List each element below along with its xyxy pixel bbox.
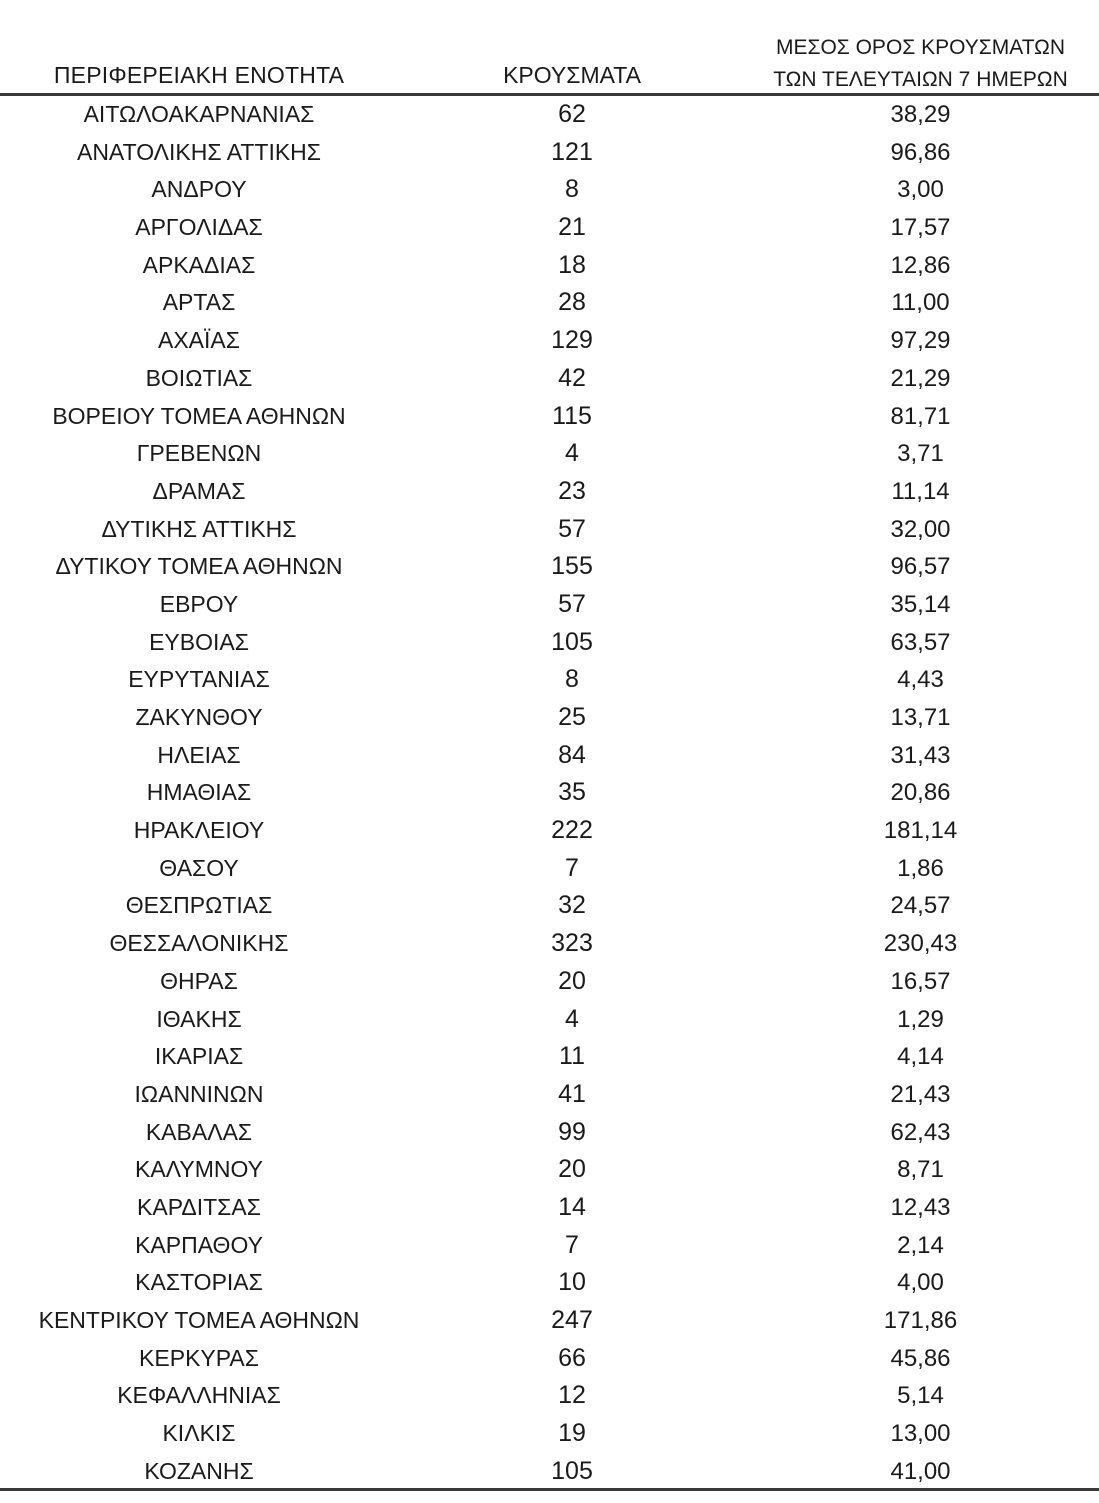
region-cell: ΒΟΡΕΙΟΥ ΤΟΜΕΑ ΑΘΗΝΩΝ bbox=[52, 402, 346, 429]
table-row bbox=[0, 511, 1099, 549]
region-cell: ΚΕΡΚΥΡΑΣ bbox=[139, 1344, 259, 1371]
region-cell: ΖΑΚΥΝΘΟΥ bbox=[135, 704, 263, 730]
region-cell: ΙΩΑΝΝΙΝΩΝ bbox=[134, 1080, 264, 1107]
cases-cell: 129 bbox=[551, 326, 593, 355]
table-row bbox=[0, 812, 1099, 850]
cases-cell: 28 bbox=[558, 288, 586, 317]
table-row bbox=[0, 1453, 1099, 1491]
average-cell: 96,57 bbox=[890, 553, 951, 581]
cases-cell: 66 bbox=[558, 1343, 586, 1372]
table-row bbox=[0, 586, 1099, 624]
average-cell: 96,86 bbox=[890, 138, 951, 166]
average-cell: 4,43 bbox=[897, 666, 944, 694]
region-cell: ΑΡΓΟΛΙΔΑΣ bbox=[135, 214, 263, 241]
average-cell: 4,00 bbox=[897, 1269, 944, 1297]
table-row bbox=[0, 737, 1099, 775]
cases-cell: 57 bbox=[558, 514, 586, 543]
average-cell: 11,00 bbox=[891, 289, 950, 317]
table-row bbox=[0, 1001, 1099, 1039]
average-cell: 32,00 bbox=[890, 515, 951, 543]
table-row bbox=[0, 134, 1099, 172]
average-cell: 31,43 bbox=[890, 741, 951, 769]
cases-cell: 222 bbox=[551, 816, 593, 845]
region-cell: ΙΚΑΡΙΑΣ bbox=[154, 1043, 244, 1070]
region-cell: ΑΝΑΤΟΛΙΚΗΣ ΑΤΤΙΚΗΣ bbox=[76, 138, 322, 165]
average-cell: 63,57 bbox=[890, 628, 951, 656]
cases-cell: 105 bbox=[551, 1456, 593, 1485]
region-cell: ΘΗΡΑΣ bbox=[160, 967, 238, 994]
cases-cell: 7 bbox=[565, 853, 579, 882]
average-cell: 171,86 bbox=[883, 1307, 958, 1334]
region-cell: ΚΕΝΤΡΙΚΟΥ ΤΟΜΕΑ ΑΘΗΝΩΝ bbox=[38, 1307, 360, 1333]
region-cell: ΑΝΔΡΟΥ bbox=[151, 176, 247, 203]
table-row bbox=[0, 1189, 1099, 1227]
average-cell: 4,14 bbox=[897, 1043, 944, 1071]
average-cell: 12,86 bbox=[890, 251, 951, 279]
average-cell: 81,71 bbox=[890, 402, 951, 430]
region-cell: ΒΟΙΩΤΙΑΣ bbox=[145, 364, 253, 391]
table-row bbox=[0, 774, 1099, 812]
average-cell: 13,71 bbox=[890, 704, 951, 731]
average-cell: 3,71 bbox=[897, 440, 944, 468]
table-row bbox=[0, 1415, 1099, 1453]
cases-cell: 84 bbox=[558, 740, 586, 769]
average-cell: 16,57 bbox=[890, 967, 951, 995]
region-cell: ΙΘΑΚΗΣ bbox=[156, 1005, 242, 1032]
cases-cell: 20 bbox=[558, 966, 586, 995]
average-cell: 230,43 bbox=[883, 930, 958, 958]
cases-cell: 4 bbox=[565, 439, 579, 468]
region-cell: ΗΜΑΘΙΑΣ bbox=[146, 779, 252, 806]
cases-cell: 99 bbox=[558, 1117, 586, 1146]
table-row bbox=[0, 1227, 1099, 1265]
cases-cell: 155 bbox=[551, 552, 593, 581]
region-cell: ΚΑΡΔΙΤΣΑΣ bbox=[137, 1193, 261, 1220]
region-cell: ΔΥΤΙΚΟΥ ΤΟΜΕΑ ΑΘΗΝΩΝ bbox=[55, 553, 343, 580]
cases-cell: 12 bbox=[558, 1381, 586, 1410]
table-row bbox=[0, 360, 1099, 398]
cases-cell: 21 bbox=[558, 213, 586, 242]
region-cell: ΕΒΡΟΥ bbox=[159, 590, 239, 617]
cases-cell: 35 bbox=[558, 778, 586, 807]
table-row bbox=[0, 247, 1099, 285]
table-row bbox=[0, 925, 1099, 963]
cases-cell: 41 bbox=[558, 1079, 586, 1108]
table-row bbox=[0, 850, 1099, 888]
region-cell: ΔΡΑΜΑΣ bbox=[152, 477, 246, 504]
table-row bbox=[0, 96, 1099, 134]
region-cell: ΚΑΣΤΟΡΙΑΣ bbox=[135, 1269, 263, 1296]
table-row bbox=[0, 963, 1099, 1001]
average-cell: 181,14 bbox=[883, 817, 958, 845]
cases-cell: 14 bbox=[558, 1192, 586, 1221]
region-cell: ΚΑΒΑΛΑΣ bbox=[145, 1118, 253, 1145]
cases-cell: 42 bbox=[558, 363, 586, 392]
average-cell: 24,57 bbox=[890, 892, 951, 920]
table-row bbox=[0, 398, 1099, 436]
header-average-line1: ΜΕΣΟΣ ΟΡΟΣ ΚΡΟΥΣΜΑΤΩΝ bbox=[775, 36, 1066, 59]
region-cell: ΓΡΕΒΕΝΩΝ bbox=[136, 440, 262, 467]
cases-cell: 8 bbox=[565, 175, 579, 204]
table-row bbox=[0, 1076, 1099, 1114]
cases-cell: 7 bbox=[565, 1230, 579, 1259]
header-cases: ΚΡΟΥΣΜΑΤΑ bbox=[503, 62, 641, 88]
average-cell: 13,00 bbox=[890, 1420, 951, 1448]
table-row bbox=[0, 284, 1099, 322]
table-row bbox=[0, 171, 1099, 209]
cases-cell: 105 bbox=[551, 627, 593, 656]
cases-cell: 11 bbox=[559, 1042, 585, 1071]
table-row bbox=[0, 322, 1099, 360]
average-cell: 11,14 bbox=[891, 477, 950, 505]
table-body bbox=[0, 96, 1099, 1490]
average-cell: 8,71 bbox=[897, 1156, 944, 1184]
cases-cell: 4 bbox=[565, 1004, 579, 1033]
region-cell: ΑΧΑΪΑΣ bbox=[158, 327, 240, 354]
cases-cell: 8 bbox=[565, 665, 579, 694]
table-row bbox=[0, 1264, 1099, 1302]
average-cell: 45,86 bbox=[890, 1344, 951, 1372]
average-cell: 62,43 bbox=[890, 1118, 951, 1146]
table-row bbox=[0, 661, 1099, 699]
region-cell: ΚΙΛΚΙΣ bbox=[162, 1420, 236, 1447]
cases-cell: 62 bbox=[558, 100, 586, 128]
cases-cell: 20 bbox=[558, 1155, 586, 1184]
table-row bbox=[0, 1114, 1099, 1152]
average-cell: 5,14 bbox=[897, 1382, 944, 1410]
average-cell: 38,29 bbox=[890, 101, 951, 128]
table-row bbox=[0, 435, 1099, 473]
region-cell: ΑΡΤΑΣ bbox=[162, 289, 236, 316]
header-average-line2: ΤΩΝ ΤΕΛΕΥΤΑΙΩΝ 7 ΗΜΕΡΩΝ bbox=[773, 68, 1068, 91]
average-cell: 35,14 bbox=[890, 590, 951, 618]
header-region: ΠΕΡΙΦΕΡΕΙΑΚΗ ΕΝΟΤΗΤΑ bbox=[53, 62, 345, 88]
table-row bbox=[0, 1302, 1099, 1340]
table-row bbox=[0, 1340, 1099, 1378]
average-cell: 97,29 bbox=[890, 327, 951, 355]
average-cell: 21,29 bbox=[890, 364, 951, 392]
average-cell: 3,00 bbox=[897, 176, 944, 204]
region-cell: ΘΕΣΣΑΛΟΝΙΚΗΣ bbox=[109, 930, 289, 957]
region-cell: ΑΡΚΑΔΙΑΣ bbox=[142, 251, 256, 278]
region-cell: ΕΥΡΥΤΑΝΙΑΣ bbox=[128, 666, 270, 693]
header-average bbox=[742, 32, 1099, 96]
table-row bbox=[0, 473, 1099, 511]
average-cell: 2,14 bbox=[897, 1231, 944, 1259]
region-cell: ΑΙΤΩΛΟΑΚΑΡΝΑΝΙΑΣ bbox=[83, 101, 315, 127]
average-cell: 17,57 bbox=[890, 214, 951, 242]
table-row bbox=[0, 1377, 1099, 1415]
average-cell: 20,86 bbox=[890, 779, 951, 807]
cases-cell: 57 bbox=[558, 589, 586, 618]
table-row bbox=[0, 624, 1099, 662]
table-row bbox=[0, 887, 1099, 925]
region-cell: ΗΛΕΙΑΣ bbox=[157, 741, 241, 768]
region-cell: ΔΥΤΙΚΗΣ ΑΤΤΙΚΗΣ bbox=[101, 515, 297, 542]
region-cell: ΚΕΦΑΛΛΗΝΙΑΣ bbox=[117, 1382, 281, 1409]
cases-cell: 115 bbox=[552, 401, 592, 430]
average-cell: 12,43 bbox=[890, 1193, 951, 1221]
cases-cell: 32 bbox=[558, 891, 586, 920]
cases-cell: 323 bbox=[551, 929, 593, 958]
average-cell: 21,43 bbox=[890, 1080, 951, 1108]
region-cell: ΚΟΖΑΝΗΣ bbox=[144, 1457, 254, 1484]
region-cell: ΚΑΡΠΑΘΟΥ bbox=[135, 1231, 263, 1258]
table-row bbox=[0, 548, 1099, 586]
cases-cell: 10 bbox=[558, 1268, 586, 1297]
table-row bbox=[0, 1151, 1099, 1189]
average-cell: 1,29 bbox=[897, 1005, 944, 1033]
table-header bbox=[0, 0, 1099, 94]
cases-cell: 23 bbox=[558, 476, 586, 505]
table-row bbox=[0, 699, 1099, 737]
cases-cell: 18 bbox=[558, 250, 586, 279]
average-cell: 1,86 bbox=[897, 854, 944, 882]
table-row bbox=[0, 1038, 1099, 1076]
region-cell: ΘΑΣΟΥ bbox=[159, 854, 239, 881]
region-cell: ΚΑΛΥΜΝΟΥ bbox=[135, 1156, 263, 1183]
table-bottom-divider bbox=[0, 1488, 1099, 1491]
region-cell: ΘΕΣΠΡΩΤΙΑΣ bbox=[125, 892, 273, 919]
cases-cell: 247 bbox=[551, 1306, 593, 1334]
average-cell: 41,00 bbox=[890, 1457, 951, 1485]
cases-cell: 121 bbox=[551, 137, 593, 166]
region-cell: ΗΡΑΚΛΕΙΟΥ bbox=[133, 817, 265, 844]
cases-cell: 25 bbox=[558, 703, 586, 731]
cases-cell: 19 bbox=[558, 1419, 586, 1448]
table-row bbox=[0, 209, 1099, 247]
region-cell: ΕΥΒΟΙΑΣ bbox=[149, 628, 249, 655]
